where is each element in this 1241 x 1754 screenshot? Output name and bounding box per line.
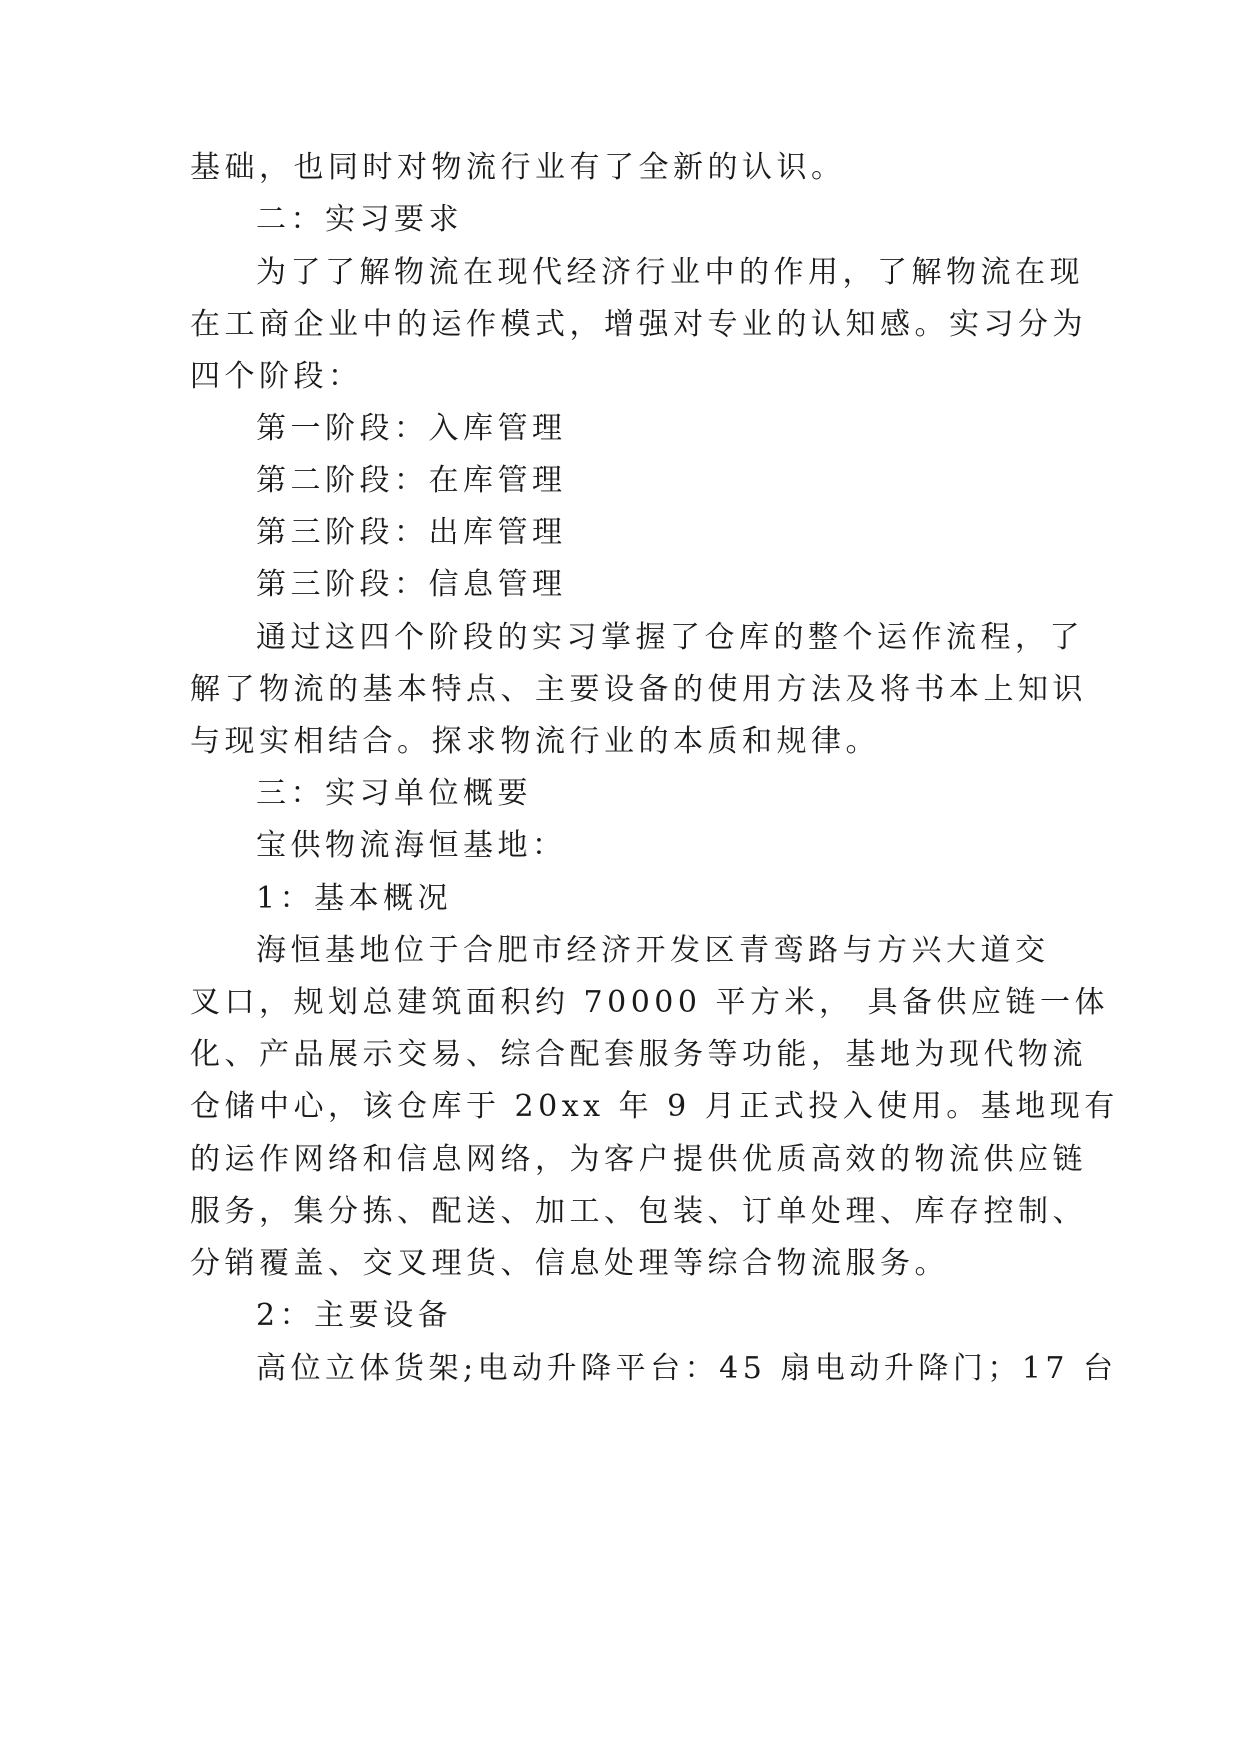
text-line: 在工商企业中的运作模式，增强对专业的认知感。实习分为 [190,307,1087,342]
list-item: 第一阶段：入库管理 [256,411,567,446]
text-line: 基础，也同时对物流行业有了全新的认识。 [190,150,846,185]
list-item: 第三阶段：信息管理 [256,567,567,602]
text-line: 服务，集分拣、配送、加工、包装、订单处理、库存控制、 [190,1194,1087,1229]
text-line: 叉口，规划总建筑面积约 70000 平方米， 具备供应链一体 [190,985,1110,1020]
text-line: 为了了解物流在现代经济行业中的作用，了解物流在现 [256,255,1084,290]
text-line: 仓储中心，该仓库于 20xx 年 9 月正式投入使用。基地现有 [190,1089,1119,1124]
text-line: 通过这四个阶段的实习掌握了仓库的整个运作流程，了 [256,620,1084,655]
sub-heading: 1：基本概况 [256,881,453,916]
text-line: 分销覆盖、交叉理货、信息处理等综合物流服务。 [190,1246,949,1281]
text-line: 化、产品展示交易、综合配套服务等功能，基地为现代物流 [190,1037,1087,1072]
text-line: 宝供物流海恒基地： [256,828,567,863]
list-item: 第三阶段：出库管理 [256,515,567,550]
sub-heading: 2：主要设备 [256,1298,453,1333]
text-line: 的运作网络和信息网络，为客户提供优质高效的物流供应链 [190,1142,1087,1177]
text-line: 解了物流的基本特点、主要设备的使用方法及将书本上知识 [190,672,1087,707]
section-heading: 二：实习要求 [256,202,463,237]
text-line: 与现实相结合。探求物流行业的本质和规律。 [190,724,880,759]
text-line: 高位立体货架;电动升降平台：45 扇电动升降门；17 台 [256,1351,1118,1386]
list-item: 第二阶段：在库管理 [256,463,567,498]
text-line: 四个阶段： [190,359,363,394]
text-line: 海恒基地位于合肥市经济开发区青鸾路与方兴大道交 [256,933,1050,968]
section-heading: 三：实习单位概要 [256,776,532,811]
